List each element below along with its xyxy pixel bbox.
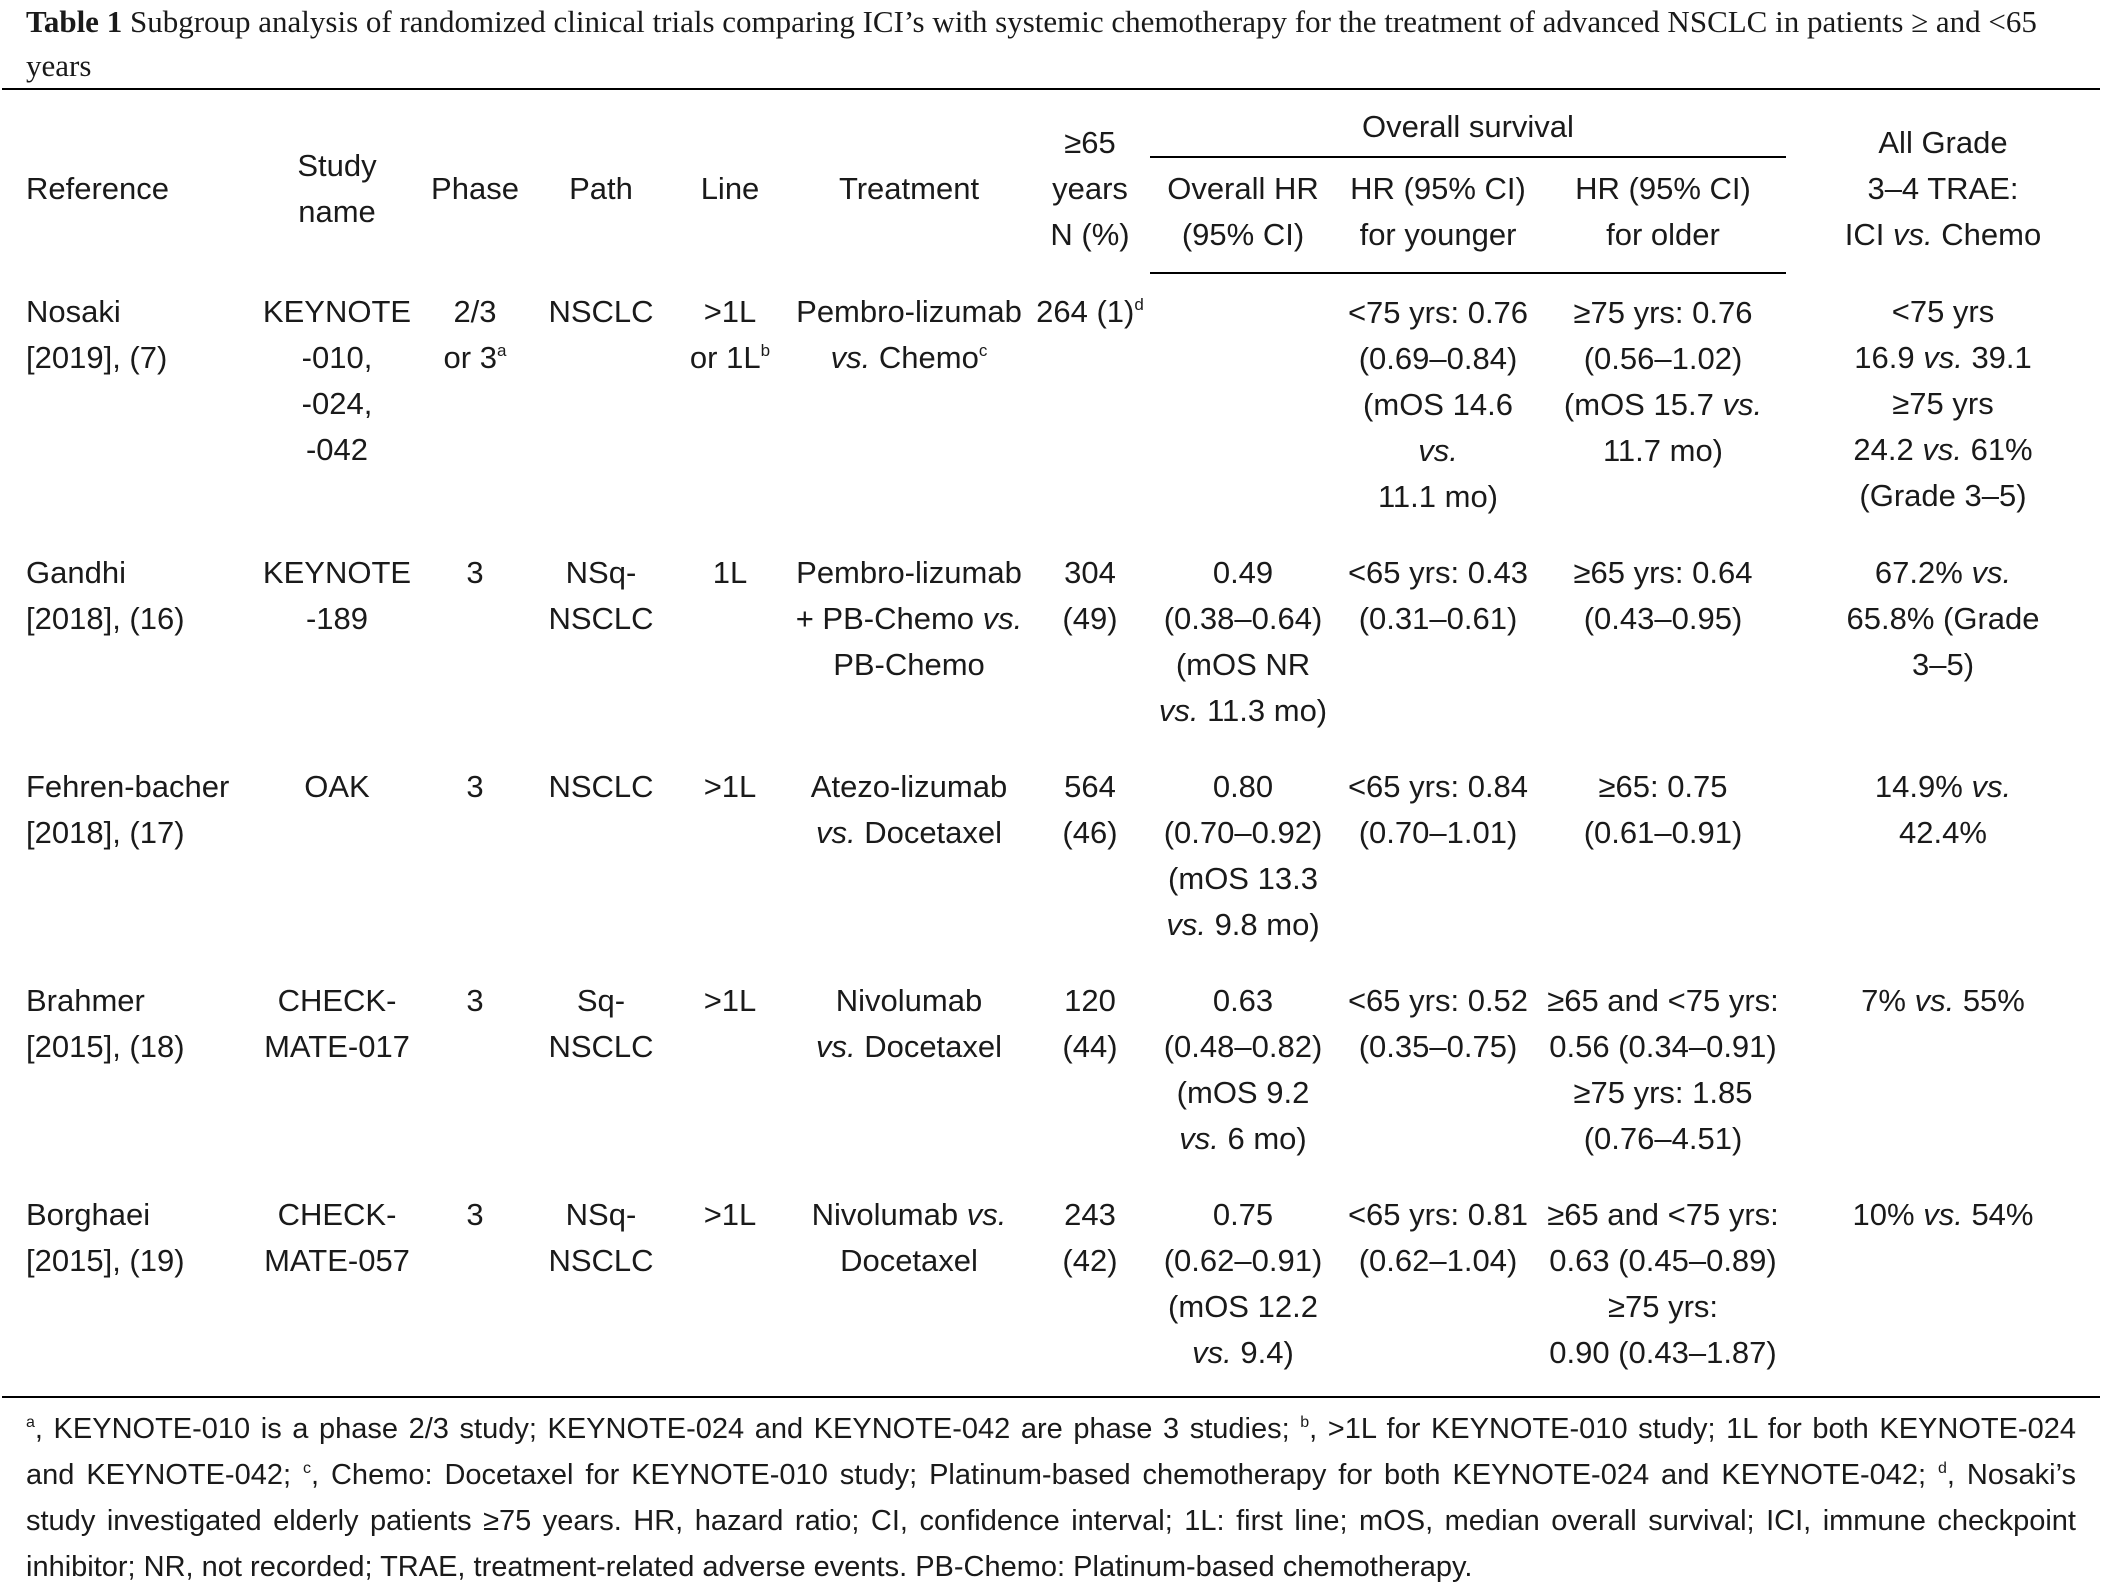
cell-treatment: Pembro-lizumab + PB-Chemo vs. PB-Chemo [795,555,1023,682]
cell-trae: 67.2% vs. 65.8% (Grade 3–5) [1846,555,2040,682]
cell-overall-hr: 0.63 (0.48–0.82) (mOS 9.2 vs. 6 mo) [1163,983,1323,1156]
cell-overall-hr: 0.80 (0.70–0.92) (mOS 13.3 vs. 9.8 mo) [1163,769,1323,942]
cell-hr-younger: <65 yrs: 0.43 (0.31–0.61) [1347,555,1529,636]
table-body [2,273,2100,1397]
cell-line: 1L [712,555,748,590]
cell-reference: Gandhi [2018], (16) [26,555,185,636]
cell-hr-older: ≥65: 0.75 (0.61–0.91) [1583,769,1743,850]
cell-phase: 2/3 or 3$^a$ [443,294,507,375]
cell-reference: Fehren-bacher [2018], (17) [26,769,230,850]
header-reference: Reference [26,170,170,206]
cell-phase: 3 [466,1197,484,1232]
table-row [2,273,2100,540]
cell-overall-hr [1150,273,1336,540]
cell-hr-younger: <65 yrs: 0.52 (0.35–0.75) [1347,983,1529,1064]
cell-path: NSq- NSCLC [548,1197,654,1278]
table-footnote: $^a$, KEYNOTE-010 is a phase 2/3 study; KEYNOTE-024 and KEYNOTE-042 are phase 3 studies; $^b$, >1L for KEYNOTE-010 study; 1L for both KEYNOTE-024 and KEYNOTE-042; $^c$, Chemo: Docetaxel for KEYNOTE-010 study; Platinum-based chemotherapy for both KEYNOTE-024 and KEYNOTE-042; $^d$, Nosaki’s study investigated elderly patients ≥75 years. HR, hazard ratio; CI, confidence interval; 1L: first line; mOS, median overall survival; ICI, immune checkpoint inhibitor; NR, not recorded; TRAE, treatment-related adverse events. PB-Chemo: Platinum-based chemotherapy. [26,1413,2076,1583]
cell-treatment: Nivolumab vs. Docetaxel [815,983,1003,1064]
cell-study-name: KEYNOTE -189 [262,555,412,636]
cell-trae: 7% vs. 55% [1861,983,2025,1018]
results-table [2,88,2100,1398]
cell-n: 564 (46) [1062,769,1118,850]
header-overall-hr: Overall HR (95% CI) [1150,157,1336,273]
cell-treatment: Pembro-lizumab vs. Chemo$^c$ [796,294,1022,375]
cell-n: 243 (42) [1062,1197,1118,1278]
cell-path: Sq- NSCLC [548,983,654,1064]
cell-n: 304 (49) [1062,555,1118,636]
caption-text: Subgroup analysis of randomized clinical trials comparing ICI’s with systemic chemotherapy for the treatment of advanced NSCLC in patients ≥ and <65 years [26,4,2037,83]
cell-phase: 3 [466,769,484,804]
cell-n: 120 (44) [1062,983,1118,1064]
header-study-name: Study name [297,147,377,229]
cell-phase: 3 [466,983,484,1018]
header-age65: ≥65 years N (%) [1050,124,1130,252]
cell-path: NSq- NSCLC [548,555,654,636]
header-trae: All Grade 3–4 TRAE: ICI vs. Chemo [1844,124,2042,252]
cell-trae: 14.9% vs. 42.4% [1874,769,2012,850]
cell-hr-older: ≥65 and <75 yrs: 0.56 (0.34–0.91) ≥75 yrs: 1.85 (0.76–4.51) [1547,983,1779,1156]
cell-trae: 10% vs. 54% [1852,1197,2034,1232]
cell-reference: Borghaei [2015], (19) [26,1197,185,1278]
cell-line: >1L [703,1197,757,1232]
cell-path: NSCLC [548,294,654,329]
cell-treatment: Nivolumab vs. Docetaxel [811,1197,1007,1278]
header-path: Path [569,170,633,206]
table-row [2,540,2100,754]
table-row [2,1182,2100,1397]
caption-label: Table 1 [26,4,123,39]
cell-hr-older: ≥75 yrs: 0.76 (0.56–1.02) (mOS 15.7 vs. 11.7 mo) [1563,295,1763,468]
cell-reference: Brahmer [2015], (18) [26,983,185,1064]
cell-path: NSCLC [548,769,654,804]
cell-study-name: OAK [304,769,370,804]
cell-line: >1L [703,769,757,804]
cell-hr-younger: <65 yrs: 0.81 (0.62–1.04) [1347,1197,1529,1278]
cell-reference: Nosaki [2019], (7) [26,294,168,375]
table-caption [2,0,2100,88]
header-phase: Phase [431,170,519,206]
cell-study-name: CHECK- MATE-057 [264,1197,410,1278]
cell-phase: 3 [466,555,484,590]
header-hr-older: HR (95% CI) for older [1540,157,1786,273]
cell-trae: <75 yrs 16.9 vs. 39.1 ≥75 yrs 24.2 vs. 61% (Grade 3–5) [1853,294,2033,513]
table-row [2,754,2100,968]
cell-n: 264 $(1)^d$ [1036,294,1144,329]
cell-line: >1L [703,983,757,1018]
cell-overall-hr: 0.75 (0.62–0.91) (mOS 12.2 vs. 9.4) [1163,1197,1323,1370]
cell-hr-younger: <65 yrs: 0.84 (0.70–1.01) [1347,769,1529,850]
cell-hr-younger: <75 yrs: 0.76 (0.69–0.84) (mOS 14.6 vs. 11.1 mo) [1347,295,1529,514]
cell-treatment: Atezo-lizumab vs. Docetaxel [810,769,1008,850]
cell-study-name: CHECK- MATE-017 [264,983,410,1064]
header-hr-younger: HR (95% CI) for younger [1336,157,1540,273]
cell-hr-older: ≥65 and <75 yrs: 0.63 (0.45–0.89) ≥75 yrs: 0.90 (0.43–1.87) [1547,1197,1779,1370]
cell-overall-hr: 0.49 (0.38–0.64) (mOS NR vs. 11.3 mo) [1158,555,1328,728]
cell-study-name: KEYNOTE -010, -024, -042 [262,294,412,467]
cell-hr-older: ≥65 yrs: 0.64 (0.43–0.95) [1573,555,1753,636]
header-overall-survival: Overall survival [1150,89,1786,157]
header-treatment: Treatment [838,170,980,206]
table-header [2,89,2100,273]
cell-line: >1L or $1L^b$ [689,294,771,375]
table-row [2,968,2100,1182]
header-line: Line [700,170,760,206]
